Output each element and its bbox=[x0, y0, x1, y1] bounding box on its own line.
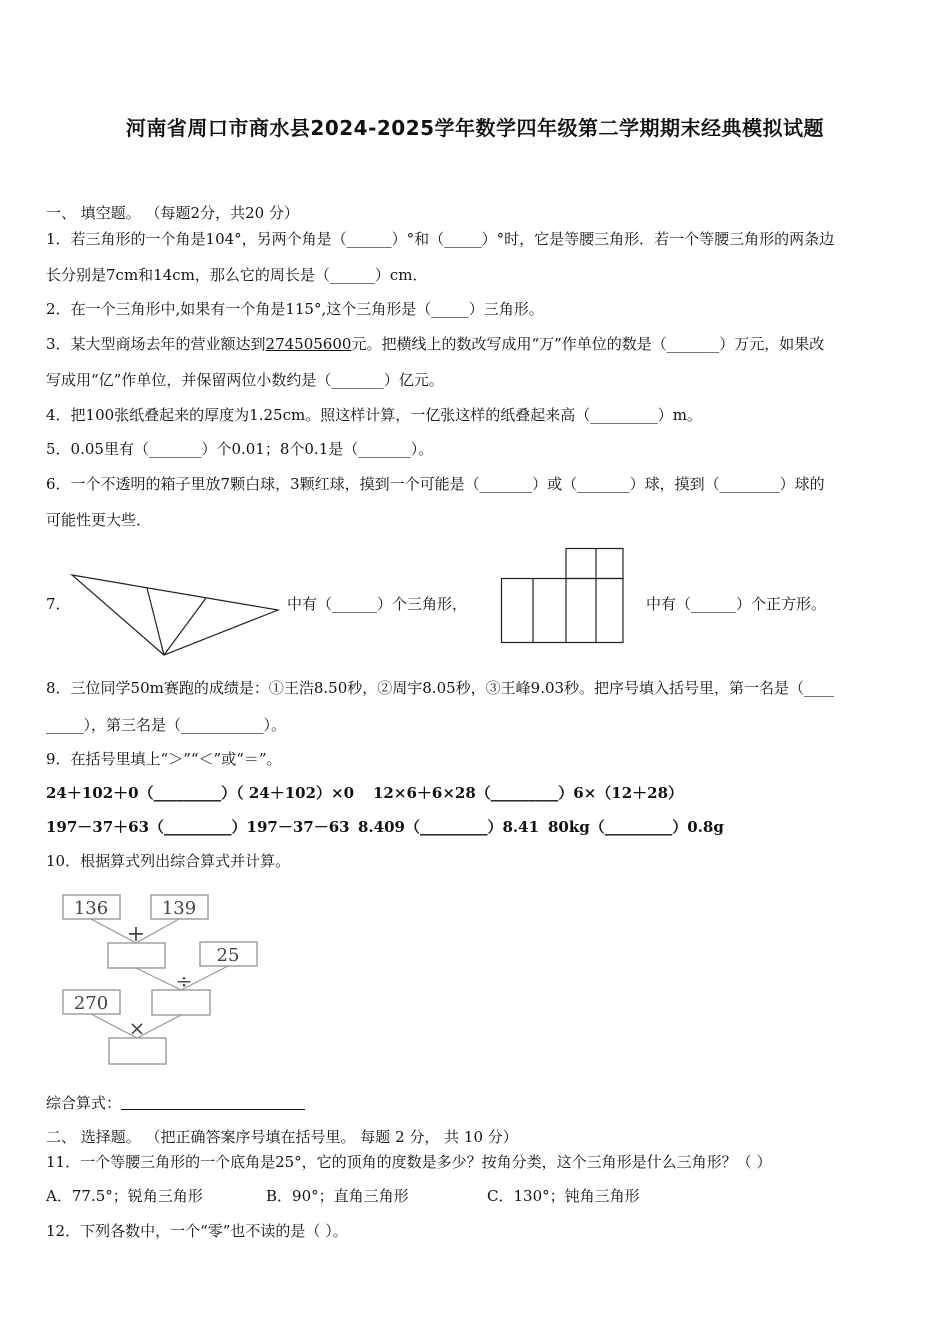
times-operator: × bbox=[128, 1016, 146, 1040]
square-bottom-box bbox=[502, 579, 624, 643]
q9-line1: 9．在括号里填上“＞”“＜”或“＝”。 bbox=[46, 750, 282, 768]
q3-post: 元。把横线上的数改写成用“万”作单位的数是（_______）万元，如果改 bbox=[351, 335, 825, 353]
square-figure bbox=[500, 547, 628, 645]
q9-row1a: 24＋102＋0（_________）（ 24＋102）×0 bbox=[46, 784, 355, 802]
diagram-n3: 25 bbox=[216, 945, 240, 966]
q9-row2b: 8.409（_________）8.41 bbox=[358, 818, 540, 836]
q3-line2: 写成用“亿”作单位，并保留两位小数约是（_______）亿元。 bbox=[46, 371, 444, 389]
formula-label: 综合算式： bbox=[46, 1094, 122, 1112]
triangle-figure bbox=[70, 570, 282, 658]
q11-line1: 11．一个等腰三角形的一个底角是25°，它的顶角的度数是多少？按角分类，这个三角形是什么三角形？（ ） bbox=[46, 1153, 772, 1171]
q6-line2: 可能性更大些． bbox=[46, 511, 152, 529]
triangle-outer bbox=[72, 575, 278, 655]
q11-option-a: A．77.5°；锐角三角形 bbox=[46, 1187, 203, 1205]
q3-pre: 3．某大型商场去年的营业额达到 bbox=[46, 335, 266, 353]
section-2-header: 二、 选择题。 （把正确答案序号填在括号里。 每题 2 分， 共 10 分） bbox=[46, 1128, 518, 1146]
q3-underlined-number: 274505600 bbox=[265, 335, 352, 353]
diagram-n4: 270 bbox=[73, 993, 109, 1014]
q12-line1: 12．下列各数中，一个“零”也不读的是（ ）。 bbox=[46, 1222, 348, 1240]
square-top-box bbox=[566, 549, 623, 579]
section-1-header: 一、 填空题。 （每题2分，共20 分） bbox=[46, 204, 299, 222]
q5-line1: 5．0.05里有（_______）个0.01；8个0.1是（_______）。 bbox=[46, 440, 434, 458]
q8-line2: _____），第三名是（___________）。 bbox=[46, 716, 287, 734]
q7-number: 7． bbox=[46, 595, 71, 613]
q11-option-c: C．130°；钝角三角形 bbox=[487, 1187, 640, 1205]
q10-line1: 10．根据算式列出综合算式并计算。 bbox=[46, 852, 291, 870]
q8-line1: 8．三位同学50m赛跑的成绩是：①王浩8.50秒，②周宇8.05秒，③王峰9.03秒。把序号填入括号里，第一名是（____ bbox=[46, 679, 835, 697]
q1-line1: 1．若三角形的一个角是104°，另两个角是（______）°和（_____）°时，它是等腰三角形．若一个等腰三角形的两条边 bbox=[46, 230, 835, 248]
q10-formula bbox=[46, 1092, 305, 1113]
diagram-n1: 136 bbox=[73, 898, 109, 919]
page-title: 河南省周口市商水县2024-2025学年数学四年级第二学期期末经典模拟试题 bbox=[125, 116, 825, 140]
formula-answer-line bbox=[121, 1095, 305, 1110]
plus-operator: + bbox=[126, 922, 146, 947]
q3-line1 bbox=[46, 333, 824, 354]
q2-line1: 2．在一个三角形中,如果有一个角是115°,这个三角形是（_____）三角形。 bbox=[46, 300, 544, 318]
q9-row2a: 197－37＋63（_________）197－37－63 bbox=[46, 818, 350, 836]
box-product-blank bbox=[109, 1038, 166, 1064]
calculation-diagram bbox=[58, 892, 240, 1068]
q7-triangle-text: 中有（______）个三角形， bbox=[287, 595, 468, 613]
q6-line1: 6．一个不透明的箱子里放7颗白球，3颗红球，摸到一个可能是（_______）或（_______）球，摸到（________）球的 bbox=[46, 475, 825, 493]
q9-row2c: 80kg（_________）0.8g bbox=[548, 818, 724, 836]
box-quotient-blank bbox=[152, 990, 210, 1015]
q7-square-text: 中有（______）个正方形。 bbox=[646, 595, 827, 613]
diagram-n2: 139 bbox=[161, 898, 197, 919]
q4-line1: 4．把100张纸叠起来的厚度为1.25cm。照这样计算，一亿张这样的纸叠起来高（_________）m。 bbox=[46, 406, 702, 424]
divide-operator: ÷ bbox=[175, 969, 193, 993]
q11-option-b: B．90°；直角三角形 bbox=[266, 1187, 409, 1205]
triangle-inner-line-1 bbox=[147, 588, 164, 655]
q1-line2: 长分别是7cm和14cm，那么它的周长是（______）cm． bbox=[46, 266, 428, 284]
q9-row1b: 12×6＋6×28（_________）6×（12＋28） bbox=[373, 784, 684, 802]
